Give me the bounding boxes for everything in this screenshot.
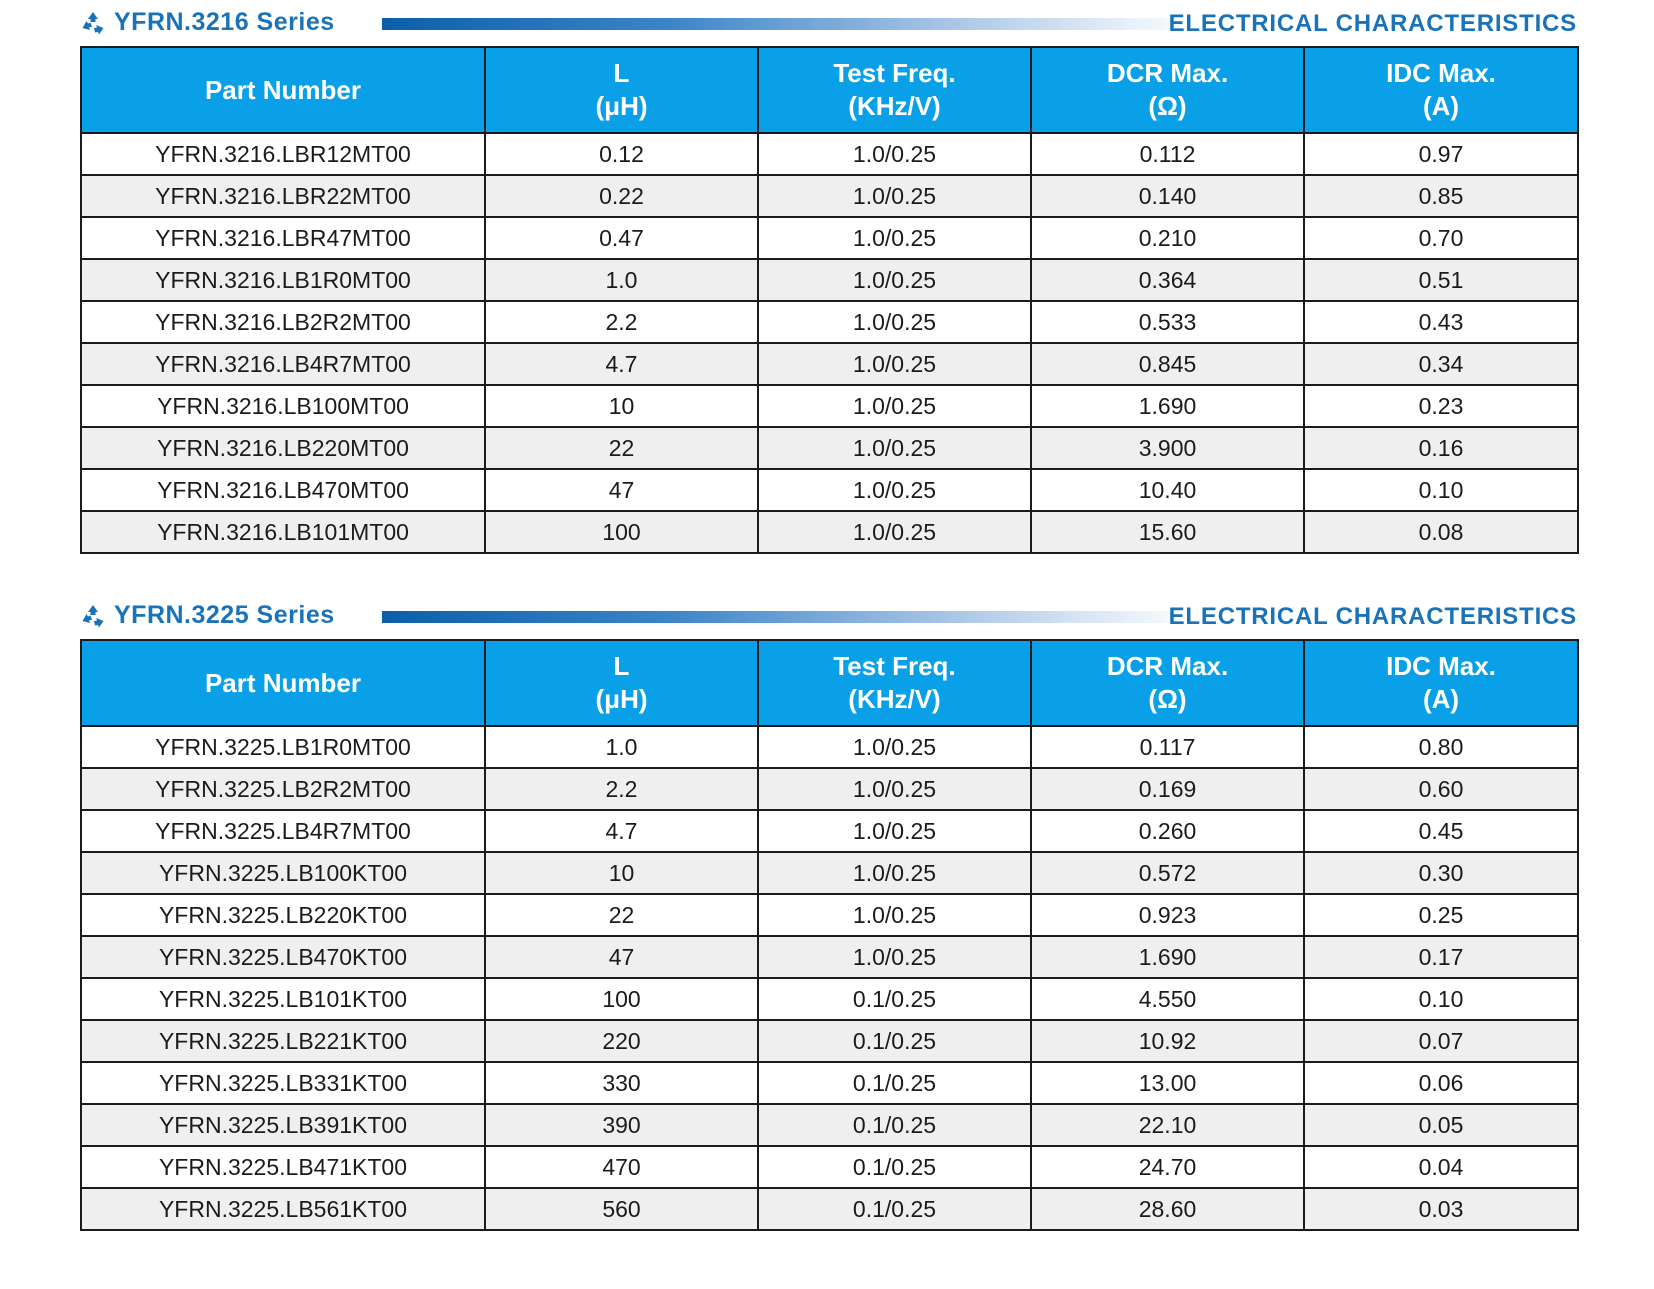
cell-part-number: YFRN.3216.LB1R0MT00 xyxy=(81,259,485,301)
series-title-text: YFRN.3216 Series xyxy=(114,8,335,36)
cell-part-number: YFRN.3225.LB101KT00 xyxy=(81,978,485,1020)
table-row xyxy=(81,385,1578,427)
cell-inductance: 330 xyxy=(485,1062,758,1104)
cell-idc-max: 0.43 xyxy=(1304,301,1578,343)
series-title xyxy=(80,601,335,630)
table-row xyxy=(81,469,1578,511)
cell-idc-max: 0.97 xyxy=(1304,133,1578,175)
cell-part-number: YFRN.3225.LB470KT00 xyxy=(81,936,485,978)
cell-inductance: 470 xyxy=(485,1146,758,1188)
header-unit: (Ω) xyxy=(1148,91,1187,121)
header-gradient-bar xyxy=(382,18,1197,30)
header-label: Test Freq. xyxy=(833,58,956,88)
header-unit: (A) xyxy=(1422,684,1460,714)
header-test-freq xyxy=(758,47,1031,133)
cell-test-freq: 1.0/0.25 xyxy=(758,852,1031,894)
cell-part-number: YFRN.3216.LBR22MT00 xyxy=(81,175,485,217)
cell-test-freq: 1.0/0.25 xyxy=(758,259,1031,301)
cell-part-number: YFRN.3225.LB221KT00 xyxy=(81,1020,485,1062)
table-row xyxy=(81,175,1578,217)
header-unit: (μH) xyxy=(595,91,648,121)
cell-inductance: 100 xyxy=(485,511,758,553)
header-unit: (μH) xyxy=(595,684,648,714)
cell-part-number: YFRN.3216.LB2R2MT00 xyxy=(81,301,485,343)
cell-idc-max: 0.10 xyxy=(1304,469,1578,511)
cell-inductance: 22 xyxy=(485,894,758,936)
electrical-characteristics-title: ELECTRICAL CHARACTERISTICS xyxy=(1168,603,1577,630)
cell-dcr-max: 0.533 xyxy=(1031,301,1304,343)
cell-inductance: 4.7 xyxy=(485,810,758,852)
series-title-text: YFRN.3225 Series xyxy=(114,601,335,629)
cell-inductance: 1.0 xyxy=(485,259,758,301)
cell-inductance: 22 xyxy=(485,427,758,469)
cell-test-freq: 1.0/0.25 xyxy=(758,427,1031,469)
cell-dcr-max: 15.60 xyxy=(1031,511,1304,553)
header-dcr-max xyxy=(1031,640,1304,726)
cell-idc-max: 0.70 xyxy=(1304,217,1578,259)
cell-idc-max: 0.17 xyxy=(1304,936,1578,978)
cell-dcr-max: 0.923 xyxy=(1031,894,1304,936)
cell-dcr-max: 0.169 xyxy=(1031,768,1304,810)
cell-test-freq: 1.0/0.25 xyxy=(758,133,1031,175)
header-idc-max xyxy=(1304,47,1578,133)
cell-dcr-max: 28.60 xyxy=(1031,1188,1304,1230)
cell-idc-max: 0.34 xyxy=(1304,343,1578,385)
cell-test-freq: 1.0/0.25 xyxy=(758,810,1031,852)
cell-part-number: YFRN.3216.LB470MT00 xyxy=(81,469,485,511)
cell-test-freq: 1.0/0.25 xyxy=(758,469,1031,511)
cell-part-number: YFRN.3225.LB561KT00 xyxy=(81,1188,485,1230)
cell-inductance: 1.0 xyxy=(485,726,758,768)
cell-dcr-max: 0.210 xyxy=(1031,217,1304,259)
cell-test-freq: 1.0/0.25 xyxy=(758,894,1031,936)
cell-inductance: 560 xyxy=(485,1188,758,1230)
cell-test-freq: 1.0/0.25 xyxy=(758,301,1031,343)
table-row xyxy=(81,1062,1578,1104)
cell-idc-max: 0.08 xyxy=(1304,511,1578,553)
cell-test-freq: 1.0/0.25 xyxy=(758,936,1031,978)
table-row xyxy=(81,768,1578,810)
table-row xyxy=(81,511,1578,553)
cell-test-freq: 0.1/0.25 xyxy=(758,978,1031,1020)
table-row xyxy=(81,894,1578,936)
cell-inductance: 0.12 xyxy=(485,133,758,175)
cell-test-freq: 0.1/0.25 xyxy=(758,1146,1031,1188)
series-section-3225 xyxy=(80,597,1577,1222)
cell-dcr-max: 10.40 xyxy=(1031,469,1304,511)
table-row xyxy=(81,1104,1578,1146)
cell-inductance: 2.2 xyxy=(485,768,758,810)
cell-inductance: 220 xyxy=(485,1020,758,1062)
cell-part-number: YFRN.3225.LB471KT00 xyxy=(81,1146,485,1188)
cell-test-freq: 1.0/0.25 xyxy=(758,175,1031,217)
cell-part-number: YFRN.3225.LB2R2MT00 xyxy=(81,768,485,810)
cell-test-freq: 1.0/0.25 xyxy=(758,768,1031,810)
cell-test-freq: 0.1/0.25 xyxy=(758,1062,1031,1104)
cell-inductance: 47 xyxy=(485,469,758,511)
cell-dcr-max: 0.260 xyxy=(1031,810,1304,852)
header-dcr-max xyxy=(1031,47,1304,133)
table-row xyxy=(81,936,1578,978)
header-unit: (KHz/V) xyxy=(848,684,941,714)
cell-dcr-max: 13.00 xyxy=(1031,1062,1304,1104)
cell-inductance: 4.7 xyxy=(485,343,758,385)
cell-inductance: 10 xyxy=(485,385,758,427)
cell-inductance: 0.47 xyxy=(485,217,758,259)
series-header xyxy=(80,597,1577,631)
cell-test-freq: 1.0/0.25 xyxy=(758,343,1031,385)
cell-test-freq: 0.1/0.25 xyxy=(758,1020,1031,1062)
cell-inductance: 390 xyxy=(485,1104,758,1146)
series-title xyxy=(80,8,335,37)
cell-test-freq: 1.0/0.25 xyxy=(758,511,1031,553)
cell-idc-max: 0.10 xyxy=(1304,978,1578,1020)
header-label: IDC Max. xyxy=(1386,58,1496,88)
header-label: IDC Max. xyxy=(1386,651,1496,681)
cell-part-number: YFRN.3216.LB4R7MT00 xyxy=(81,343,485,385)
header-unit: (KHz/V) xyxy=(848,91,941,121)
table-row xyxy=(81,852,1578,894)
cell-dcr-max: 3.900 xyxy=(1031,427,1304,469)
table-row xyxy=(81,810,1578,852)
table-row xyxy=(81,427,1578,469)
cell-idc-max: 0.60 xyxy=(1304,768,1578,810)
header-unit: (A) xyxy=(1422,91,1460,121)
cell-inductance: 100 xyxy=(485,978,758,1020)
cell-dcr-max: 0.117 xyxy=(1031,726,1304,768)
spec-table xyxy=(80,639,1579,1231)
cell-part-number: YFRN.3216.LB101MT00 xyxy=(81,511,485,553)
table-header-row xyxy=(81,640,1578,726)
cell-inductance: 10 xyxy=(485,852,758,894)
cell-dcr-max: 0.845 xyxy=(1031,343,1304,385)
cell-part-number: YFRN.3225.LB220KT00 xyxy=(81,894,485,936)
cell-test-freq: 0.1/0.25 xyxy=(758,1104,1031,1146)
table-header-row xyxy=(81,47,1578,133)
header-label: Part Number xyxy=(204,667,362,698)
table-row xyxy=(81,217,1578,259)
series-header xyxy=(80,4,1577,38)
cell-idc-max: 0.85 xyxy=(1304,175,1578,217)
cell-dcr-max: 24.70 xyxy=(1031,1146,1304,1188)
table-row xyxy=(81,259,1578,301)
cell-idc-max: 0.30 xyxy=(1304,852,1578,894)
cell-part-number: YFRN.3216.LB100MT00 xyxy=(81,385,485,427)
cell-dcr-max: 10.92 xyxy=(1031,1020,1304,1062)
cell-test-freq: 1.0/0.25 xyxy=(758,726,1031,768)
header-inductance xyxy=(485,640,758,726)
header-label: DCR Max. xyxy=(1106,651,1229,681)
table-row xyxy=(81,978,1578,1020)
cell-dcr-max: 0.112 xyxy=(1031,133,1304,175)
cell-part-number: YFRN.3216.LBR47MT00 xyxy=(81,217,485,259)
table-row xyxy=(81,1146,1578,1188)
electrical-characteristics-title: ELECTRICAL CHARACTERISTICS xyxy=(1168,10,1577,37)
header-part-number xyxy=(81,47,485,133)
header-label: L xyxy=(613,58,630,88)
spec-table xyxy=(80,46,1579,554)
cell-test-freq: 1.0/0.25 xyxy=(758,385,1031,427)
cell-part-number: YFRN.3225.LB331KT00 xyxy=(81,1062,485,1104)
cell-part-number: YFRN.3225.LB391KT00 xyxy=(81,1104,485,1146)
cell-idc-max: 0.51 xyxy=(1304,259,1578,301)
cell-idc-max: 0.06 xyxy=(1304,1062,1578,1104)
table-row xyxy=(81,133,1578,175)
recycle-icon xyxy=(80,10,106,36)
header-label: Part Number xyxy=(204,74,362,105)
cell-part-number: YFRN.3225.LB1R0MT00 xyxy=(81,726,485,768)
recycle-icon xyxy=(80,603,106,629)
cell-part-number: YFRN.3216.LBR12MT00 xyxy=(81,133,485,175)
cell-dcr-max: 4.550 xyxy=(1031,978,1304,1020)
cell-dcr-max: 0.140 xyxy=(1031,175,1304,217)
cell-test-freq: 1.0/0.25 xyxy=(758,217,1031,259)
cell-idc-max: 0.05 xyxy=(1304,1104,1578,1146)
cell-test-freq: 0.1/0.25 xyxy=(758,1188,1031,1230)
header-inductance xyxy=(485,47,758,133)
table-row xyxy=(81,726,1578,768)
cell-dcr-max: 1.690 xyxy=(1031,936,1304,978)
cell-inductance: 0.22 xyxy=(485,175,758,217)
cell-idc-max: 0.07 xyxy=(1304,1020,1578,1062)
table-row xyxy=(81,1020,1578,1062)
cell-dcr-max: 1.690 xyxy=(1031,385,1304,427)
table-row xyxy=(81,1188,1578,1230)
cell-idc-max: 0.45 xyxy=(1304,810,1578,852)
cell-dcr-max: 0.364 xyxy=(1031,259,1304,301)
header-unit: (Ω) xyxy=(1148,684,1187,714)
table-row xyxy=(81,301,1578,343)
cell-idc-max: 0.23 xyxy=(1304,385,1578,427)
header-idc-max xyxy=(1304,640,1578,726)
header-gradient-bar xyxy=(382,611,1197,623)
cell-idc-max: 0.04 xyxy=(1304,1146,1578,1188)
header-label: Test Freq. xyxy=(833,651,956,681)
header-label: DCR Max. xyxy=(1106,58,1229,88)
cell-dcr-max: 22.10 xyxy=(1031,1104,1304,1146)
header-label: L xyxy=(613,651,630,681)
header-part-number xyxy=(81,640,485,726)
cell-idc-max: 0.80 xyxy=(1304,726,1578,768)
cell-idc-max: 0.03 xyxy=(1304,1188,1578,1230)
cell-idc-max: 0.16 xyxy=(1304,427,1578,469)
cell-part-number: YFRN.3225.LB4R7MT00 xyxy=(81,810,485,852)
cell-idc-max: 0.25 xyxy=(1304,894,1578,936)
cell-inductance: 47 xyxy=(485,936,758,978)
cell-inductance: 2.2 xyxy=(485,301,758,343)
header-test-freq xyxy=(758,640,1031,726)
cell-dcr-max: 0.572 xyxy=(1031,852,1304,894)
cell-part-number: YFRN.3216.LB220MT00 xyxy=(81,427,485,469)
series-section-3216 xyxy=(80,4,1577,545)
cell-part-number: YFRN.3225.LB100KT00 xyxy=(81,852,485,894)
table-row xyxy=(81,343,1578,385)
